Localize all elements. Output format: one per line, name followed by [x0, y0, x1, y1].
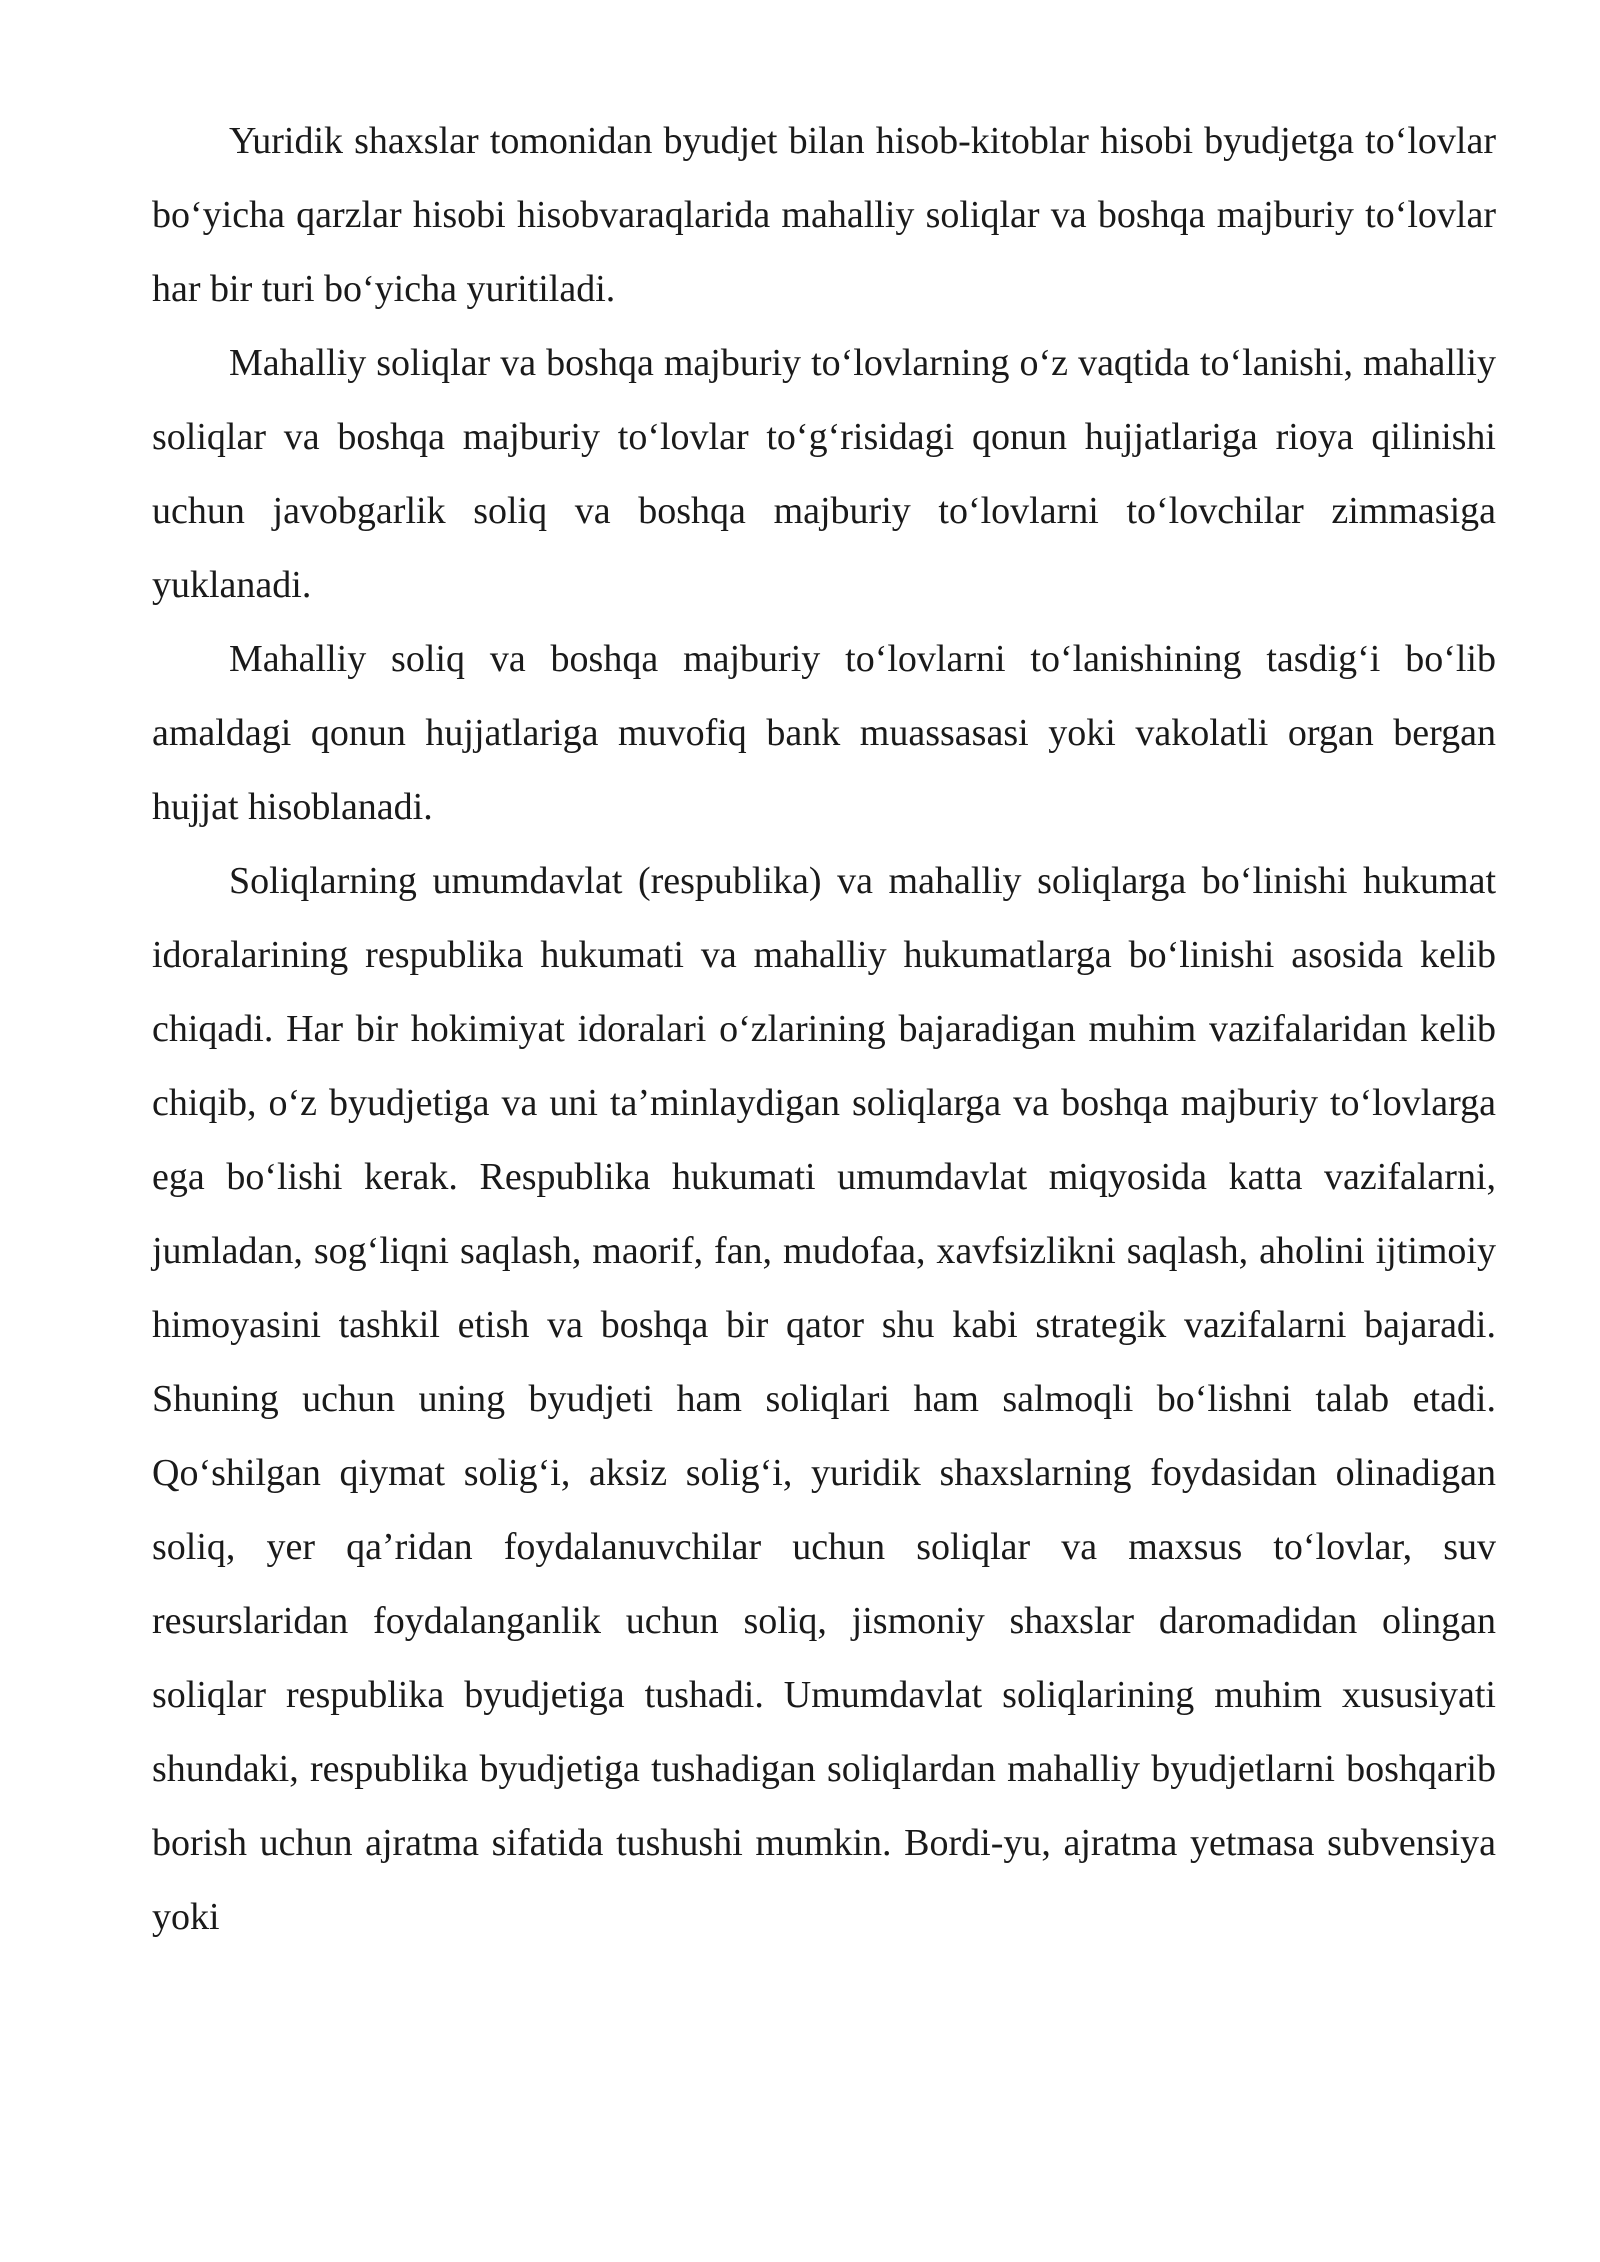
paragraph-2: Mahalliy soliqlar va boshqa majburiy to‘lovlarning o‘z vaqtida to‘lanishi, mahalliy soliqlar va boshqa majburiy to‘lovlar to‘g‘risidagi qonun hujjatlariga rioya qilinishi uchun javobgarlik soliq va boshqa majburiy to‘lovlarni to‘lovchilar zimmasiga yuklanadi.	[152, 342, 1496, 606]
paragraph-3: Mahalliy soliq va boshqa majburiy to‘lovlarni to‘lanishining tasdig‘i bo‘lib amaldagi qonun hujjatlariga muvofiq bank muassasasi yoki vakolatli organ bergan hujjat hisoblanadi.	[152, 638, 1496, 828]
document-body	[152, 104, 1496, 1954]
paragraph-4: Soliqlarning umumdavlat (respublika) va mahalliy soliqlarga bo‘linishi hukumat idoralarining respublika hukumati va mahalliy hukumatlarga bo‘linishi asosida kelib chiqadi. Har bir hokimiyat idoralari o‘zlarining bajaradigan muhim vazifalaridan kelib chiqib, o‘z byudjetiga va uni ta’minlaydigan soliqlarga va boshqa majburiy to‘lovlarga ega bo‘lishi kerak. Respublika hukumati umumdavlat miqyosida katta vazifalarni, jumladan, sog‘liqni saqlash, maorif, fan, mudofaa, xavfsizlikni saqlash, aholini ijtimoiy himoyasini tashkil etish va boshqa bir qator shu kabi strategik vazifalarni bajaradi. Shuning uchun uning byudjeti ham soliqlari ham salmoqli bo‘lishni talab etadi. Qo‘shilgan qiymat solig‘i, aksiz solig‘i, yuridik shaxslarning foydasidan olinadigan soliq, yer qa’ridan foydalanuvchilar uchun soliqlar va maxsus to‘lovlar, suv resurslaridan foydalanganlik uchun soliq, jismoniy shaxslar daromadidan olingan soliqlar respublika byudjetiga tushadi. Umumdavlat soliqlarining muhim xususiyati shundaki, respublika byudjetiga tushadigan soliqlardan mahalliy byudjetlarni boshqarib borish uchun ajratma sifatida tushushi mumkin. Bordi-yu, ajratma yetmasa subvensiya yoki	[152, 860, 1496, 1938]
paragraph-1: Yuridik shaxslar tomonidan byudjet bilan hisob-kitoblar hisobi byudjetga to‘lovlar bo‘yicha qarzlar hisobi hisobvaraqlarida mahalliy soliqlar va boshqa majburiy to‘lovlar har bir turi bo‘yicha yuritiladi.	[152, 120, 1496, 310]
